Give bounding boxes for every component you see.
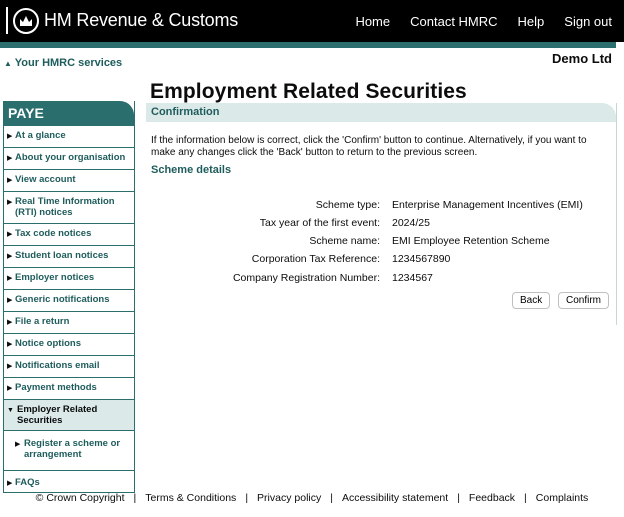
detail-label: Company Registration Number: bbox=[232, 272, 380, 284]
detail-value: 1234567 bbox=[392, 272, 433, 284]
arrow-right-icon: ▶ bbox=[7, 253, 13, 260]
detail-label: Tax year of the first event: bbox=[259, 217, 380, 229]
arrow-right-icon: ▶ bbox=[7, 385, 13, 392]
arrow-right-icon: ▶ bbox=[7, 231, 13, 238]
detail-value: EMI Employee Retention Scheme bbox=[392, 235, 550, 247]
sidebar-item-label: Payment methods bbox=[15, 382, 97, 393]
sidebar-item-tax-code-notices[interactable] bbox=[4, 223, 134, 245]
sidebar-item-label: Employer Related Securities bbox=[17, 404, 98, 426]
arrow-right-icon: ▶ bbox=[7, 275, 13, 282]
arrow-right-icon: ▶ bbox=[7, 133, 13, 140]
sidebar-item-label: At a glance bbox=[15, 130, 66, 141]
detail-label: Corporation Tax Reference: bbox=[251, 253, 380, 265]
organisation-name: Demo Ltd bbox=[552, 51, 612, 66]
arrow-right-icon: ▶ bbox=[7, 297, 13, 304]
footer-separator: | bbox=[457, 492, 460, 504]
sidebar-item-file-a-return[interactable] bbox=[4, 311, 134, 333]
nav-help-link[interactable]: Help bbox=[517, 14, 545, 29]
panel-title: Confirmation bbox=[146, 103, 616, 122]
confirmation-panel bbox=[146, 103, 617, 325]
sidebar-item-student-loan-notices[interactable] bbox=[4, 245, 134, 267]
detail-row-scheme-name bbox=[146, 235, 616, 248]
sidebar-item-label: File a return bbox=[15, 316, 70, 327]
sidebar-item-label: Register a scheme or arrangement bbox=[24, 438, 121, 460]
sidebar-item-faqs[interactable] bbox=[4, 470, 134, 492]
arrow-right-icon: ▶ bbox=[15, 441, 21, 448]
detail-row-corporation-tax-ref bbox=[146, 253, 616, 266]
services-link-label: Your HMRC services bbox=[14, 57, 123, 69]
sidebar-item-register-scheme[interactable] bbox=[4, 430, 134, 470]
sidebar-item-label: About your organisation bbox=[15, 152, 126, 163]
sidebar-item-label: Generic notifications bbox=[15, 294, 110, 305]
detail-value: 1234567890 bbox=[392, 253, 451, 265]
detail-row-scheme-type bbox=[146, 199, 616, 212]
footer-feedback-link[interactable]: Feedback bbox=[468, 492, 516, 504]
brand-name: HM Revenue & Customs bbox=[44, 10, 239, 30]
sidebar-item-label: Tax code notices bbox=[15, 228, 92, 239]
footer-copyright-link[interactable]: © Crown Copyright bbox=[35, 492, 125, 504]
caret-up-icon: ▲ bbox=[4, 59, 12, 68]
arrow-right-icon: ▶ bbox=[7, 480, 13, 487]
arrow-right-icon: ▶ bbox=[7, 319, 13, 326]
sidebar-item-notice-options[interactable] bbox=[4, 333, 134, 355]
arrow-right-icon: ▶ bbox=[7, 199, 13, 206]
hmrc-logo[interactable] bbox=[6, 7, 238, 34]
sidebar-item-employer-related-securities[interactable] bbox=[4, 399, 134, 430]
confirm-button[interactable]: Confirm bbox=[558, 292, 609, 309]
sidebar-item-label: FAQs bbox=[15, 477, 40, 488]
sidebar-title: PAYE bbox=[4, 101, 134, 125]
footer-complaints-link[interactable]: Complaints bbox=[535, 492, 589, 504]
arrow-down-icon: ▼ bbox=[7, 407, 14, 414]
arrow-right-icon: ▶ bbox=[7, 363, 13, 370]
detail-value: Enterprise Management Incentives (EMI) bbox=[392, 199, 583, 211]
footer-terms-link[interactable]: Terms & Conditions bbox=[145, 492, 237, 504]
footer-separator: | bbox=[133, 492, 137, 504]
header-accent-bar bbox=[0, 42, 616, 48]
sidebar bbox=[3, 101, 135, 493]
page-title: Employment Related Securities bbox=[150, 80, 467, 103]
nav-contact-link[interactable]: Contact HMRC bbox=[410, 14, 498, 29]
top-bar bbox=[0, 0, 624, 42]
detail-value: 2024/25 bbox=[392, 217, 430, 229]
arrow-right-icon: ▶ bbox=[7, 341, 13, 348]
footer bbox=[0, 492, 624, 504]
arrow-right-icon: ▶ bbox=[7, 155, 13, 162]
nav-sign-out-link[interactable]: Sign out bbox=[564, 14, 612, 29]
arrow-right-icon: ▶ bbox=[7, 177, 13, 184]
footer-separator: | bbox=[330, 492, 333, 504]
sidebar-item-notifications-email[interactable] bbox=[4, 355, 134, 377]
sidebar-item-generic-notifications[interactable] bbox=[4, 289, 134, 311]
sidebar-item-at-a-glance[interactable] bbox=[4, 125, 134, 147]
nav-home-link[interactable]: Home bbox=[355, 14, 391, 29]
sidebar-item-rti-notices[interactable] bbox=[4, 191, 134, 223]
footer-separator: | bbox=[524, 492, 527, 504]
scheme-details-heading: Scheme details bbox=[151, 164, 232, 176]
top-navigation bbox=[355, 14, 612, 29]
sidebar-item-label: Student loan notices bbox=[15, 250, 109, 261]
detail-row-company-registration bbox=[146, 272, 616, 285]
sidebar-item-label: Notifications email bbox=[15, 360, 100, 371]
back-button[interactable]: Back bbox=[512, 292, 550, 309]
sidebar-item-about-organisation[interactable] bbox=[4, 147, 134, 169]
footer-separator: | bbox=[245, 492, 249, 504]
sidebar-item-employer-notices[interactable] bbox=[4, 267, 134, 289]
instructions-text: If the information below is correct, click the 'Confirm' button to continue. Alternatively, if you want to make any changes click the 'Back' button to return to the previous screen. bbox=[151, 135, 587, 158]
footer-accessibility-link[interactable]: Accessibility statement bbox=[341, 492, 449, 504]
logo-divider bbox=[6, 7, 8, 34]
sidebar-item-label: Employer notices bbox=[15, 272, 95, 283]
your-hmrc-services-link[interactable] bbox=[4, 57, 122, 69]
footer-privacy-link[interactable]: Privacy policy bbox=[257, 492, 322, 504]
detail-label: Scheme type: bbox=[315, 199, 380, 211]
sidebar-item-label: Real Time Information (RTI) notices bbox=[15, 196, 115, 218]
crown-crest-icon bbox=[13, 8, 39, 34]
sidebar-item-view-account[interactable] bbox=[4, 169, 134, 191]
sidebar-item-payment-methods[interactable] bbox=[4, 377, 134, 399]
sidebar-item-label: View account bbox=[15, 174, 76, 185]
detail-label: Scheme name: bbox=[309, 235, 380, 247]
detail-row-tax-year bbox=[146, 217, 616, 230]
sidebar-item-label: Notice options bbox=[15, 338, 81, 349]
